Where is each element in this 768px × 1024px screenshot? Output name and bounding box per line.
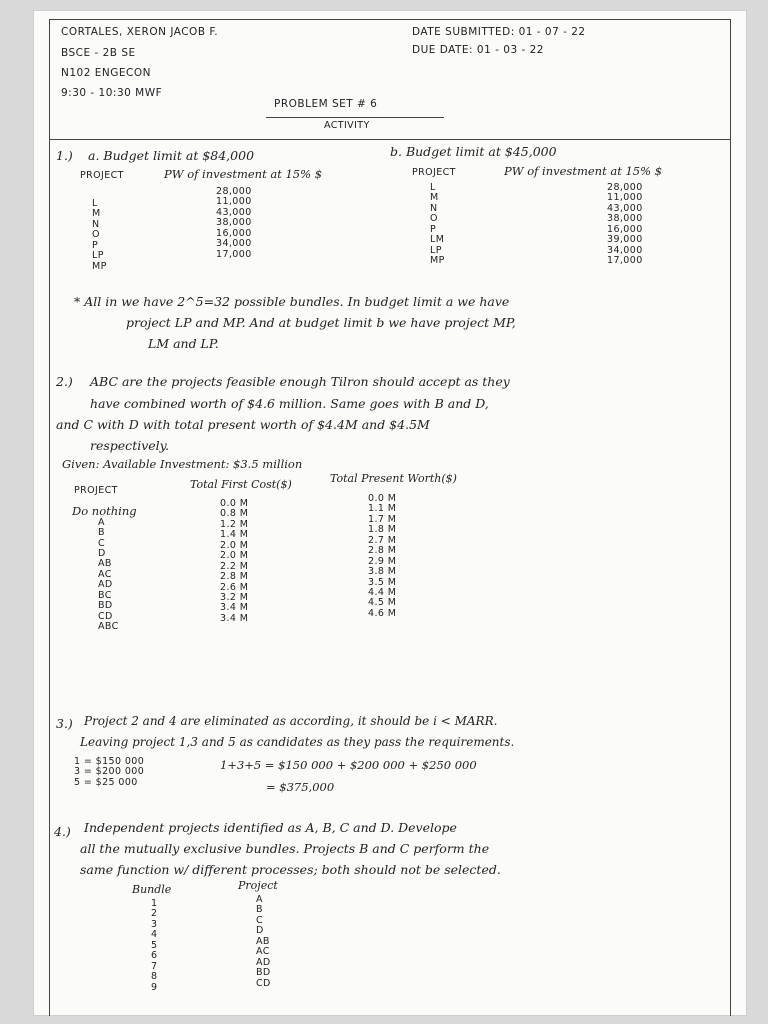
list-item: 34,000: [607, 244, 643, 256]
schedule: 9:30 - 10:30 MWF: [61, 87, 163, 99]
list-item: 0.8 M: [220, 508, 249, 520]
list-item: 0.0 M: [368, 493, 397, 504]
course: BSCE - 2B SE: [61, 47, 136, 59]
list-item: A: [98, 516, 105, 528]
list-item: 1.1 M: [368, 503, 397, 515]
list-item: 34,000: [216, 238, 252, 250]
q2-first-cost-col: [220, 499, 248, 624]
list-item: L: [430, 182, 436, 193]
list-item: 1: [151, 898, 158, 909]
q1b-value-col: [607, 183, 643, 267]
q2-line-4: respectively.: [90, 438, 170, 453]
q1b-project-col: [430, 183, 445, 267]
q4-project-col: [256, 895, 271, 989]
list-item: 3: [151, 918, 158, 930]
list-item: 0.0 M: [220, 498, 249, 509]
list-item: BC: [98, 589, 112, 601]
list-item: 38,000: [607, 213, 643, 225]
list-item: D: [256, 925, 264, 937]
list-item: D: [98, 547, 106, 559]
q1-number: 1.): [56, 148, 73, 163]
list-item: BD: [256, 967, 271, 979]
list-item: AB: [98, 558, 112, 570]
q2-number: 2.): [56, 374, 73, 389]
list-item: 3.2 M: [220, 591, 249, 603]
list-item: 2.9 M: [368, 555, 397, 567]
list-item: Do nothing: [72, 504, 137, 518]
q4-line-2: all the mutually exclusive bundles. Projects B and C perform the: [80, 841, 490, 856]
q4-number: 4.): [54, 824, 71, 839]
list-item: 16,000: [607, 223, 643, 235]
list-item: O: [430, 213, 438, 225]
list-item: 4.6 M: [368, 607, 397, 619]
worksheet-page: [33, 10, 747, 1016]
list-item: BD: [98, 600, 113, 612]
q3-sum-line-2: = $375,000: [266, 780, 335, 794]
list-item: 39,000: [607, 234, 643, 246]
q2-col-first-cost: Total First Cost($): [190, 478, 292, 491]
q1a-value-col: [216, 187, 252, 260]
student-name: CORTALES, XERON JACOB F.: [61, 26, 219, 38]
list-item: 3.4 M: [220, 602, 249, 614]
list-item: MP: [430, 255, 445, 267]
q1b-col-project: PROJECT: [412, 167, 456, 178]
list-item: ABC: [98, 621, 119, 633]
list-item: C: [98, 537, 106, 549]
list-item: A: [256, 894, 263, 905]
list-item: B: [98, 527, 105, 539]
list-item: 3.4 M: [220, 612, 249, 624]
title-underline: [266, 117, 444, 118]
q2-project-col: [72, 505, 137, 632]
list-item: 7: [151, 960, 158, 972]
list-item: AC: [98, 568, 112, 580]
q3-sum-line-1: 1+3+5 = $150 000 + $200 000 + $250 000: [220, 758, 477, 772]
list-item: 9: [151, 981, 158, 993]
q1b-col-pw: PW of investment at 15% $: [504, 164, 663, 178]
list-item: 2.6 M: [220, 581, 249, 593]
header-divider: [49, 139, 731, 140]
section: N102 ENGECON: [61, 67, 151, 79]
list-item: N: [430, 202, 438, 214]
list-item: AD: [256, 956, 271, 968]
list-item: 2.8 M: [368, 545, 397, 557]
list-item: MP: [92, 260, 107, 272]
q2-col-project: PROJECT: [74, 485, 118, 496]
q4-line-1: Independent projects identified as A, B, C and D. Develope: [84, 820, 457, 835]
list-item: C: [256, 914, 264, 926]
problem-set-title: PROBLEM SET # 6: [274, 98, 378, 110]
list-item: 5 = $25 000: [74, 776, 138, 788]
q1a-col-project: PROJECT: [80, 170, 124, 181]
list-item: P: [92, 239, 99, 251]
q4-bundle-col: [151, 899, 157, 993]
list-item: LM: [430, 234, 445, 246]
list-item: 43,000: [216, 206, 252, 218]
list-item: CD: [256, 977, 271, 989]
list-item: 4.4 M: [368, 586, 397, 598]
list-item: 3.8 M: [368, 566, 397, 578]
list-item: LP: [430, 244, 442, 256]
list-item: AB: [256, 935, 270, 947]
list-item: 4.5 M: [368, 597, 397, 609]
list-item: 3 = $200 000: [74, 766, 145, 778]
q1a-col-pw: PW of investment at 15% $: [164, 167, 323, 181]
q4-line-3: same function w/ different processes; both should not be selected.: [80, 862, 501, 877]
list-item: M: [92, 208, 101, 220]
q1-a-label: a. Budget limit at $84,000: [88, 148, 255, 163]
list-item: B: [256, 904, 263, 916]
list-item: 17,000: [216, 248, 252, 260]
q1-note-line-1: * All in we have 2^5=32 possible bundles. In budget limit a we have: [74, 294, 510, 309]
list-item: 2.7 M: [368, 534, 397, 546]
due-date: DUE DATE: 01 - 03 - 22: [412, 44, 544, 56]
list-item: 1.7 M: [368, 513, 397, 525]
q1-b-label: b. Budget limit at $45,000: [390, 144, 557, 159]
list-item: 1.4 M: [220, 529, 249, 541]
list-item: 2.2 M: [220, 560, 249, 572]
list-item: L: [92, 198, 98, 209]
list-item: 43,000: [607, 202, 643, 214]
q3-number: 3.): [56, 716, 73, 731]
list-item: 4: [151, 929, 158, 941]
q4-col-project: Project: [238, 879, 278, 892]
list-item: 17,000: [607, 255, 643, 267]
q3-line-1: Project 2 and 4 are eliminated as according, it should be i < MARR.: [84, 714, 498, 728]
list-item: 1 = $150 000: [74, 756, 145, 767]
list-item: 8: [151, 971, 158, 983]
q3-line-2: Leaving project 1,3 and 5 as candidates as they pass the requirements.: [80, 735, 515, 749]
list-item: P: [430, 223, 437, 235]
list-item: AC: [256, 946, 270, 958]
q3-items: [74, 757, 144, 788]
q2-given: Given: Available Investment: $3.5 million: [62, 457, 303, 471]
list-item: 28,000: [216, 186, 252, 197]
list-item: 6: [151, 950, 158, 962]
list-item: 28,000: [607, 182, 643, 193]
q1-note-line-3: LM and LP.: [148, 336, 219, 351]
list-item: N: [92, 218, 100, 230]
list-item: LP: [92, 250, 104, 262]
list-item: 11,000: [607, 192, 643, 204]
list-item: 38,000: [216, 217, 252, 229]
list-item: O: [92, 229, 100, 241]
list-item: 2.0 M: [220, 539, 249, 551]
list-item: 2.8 M: [220, 571, 249, 583]
list-item: CD: [98, 610, 113, 622]
list-item: 1.8 M: [368, 524, 397, 536]
q4-col-bundle: Bundle: [132, 883, 172, 896]
list-item: 2: [151, 908, 158, 920]
q1a-project-col: [92, 199, 107, 272]
q2-present-worth-col: [368, 494, 396, 619]
list-item: 5: [151, 939, 158, 951]
q2-line-3: and C with D with total present worth of $4.4M and $4.5M: [56, 417, 430, 432]
q2-col-present-worth: Total Present Worth($): [330, 472, 457, 485]
list-item: M: [430, 192, 439, 204]
date-submitted: DATE SUBMITTED: 01 - 07 - 22: [412, 26, 586, 38]
list-item: 1.2 M: [220, 518, 249, 530]
list-item: AD: [98, 579, 113, 591]
list-item: 16,000: [216, 227, 252, 239]
list-item: 2.0 M: [220, 550, 249, 562]
q2-line-2: have combined worth of $4.6 million. Same goes with B and D,: [90, 396, 489, 411]
q1-note-line-2: project LP and MP. And at budget limit b we have project MP,: [126, 315, 516, 330]
q2-line-1: ABC are the projects feasible enough Tilron should accept as they: [90, 374, 510, 389]
list-item: 11,000: [216, 196, 252, 208]
activity-label: ACTIVITY: [324, 120, 370, 131]
list-item: 3.5 M: [368, 576, 397, 588]
